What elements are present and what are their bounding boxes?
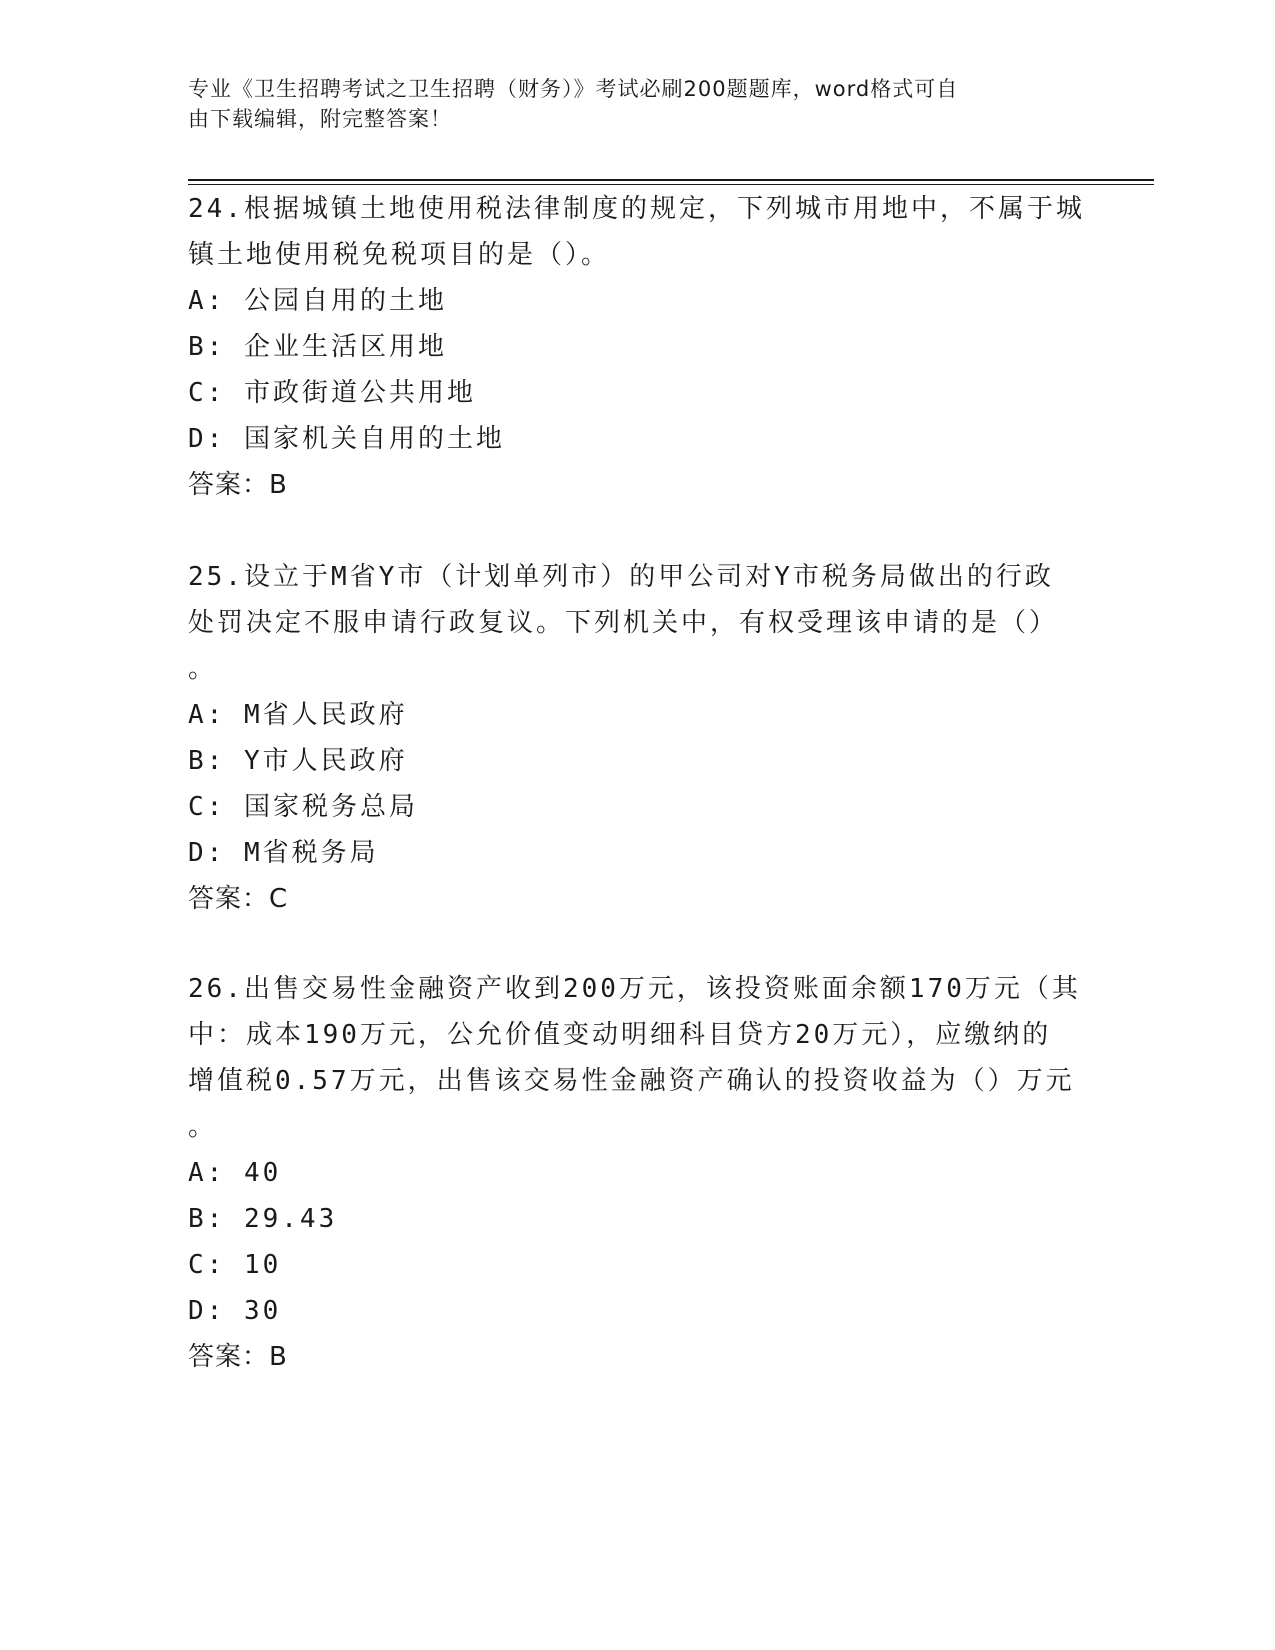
option-d: D: 30 xyxy=(188,1296,282,1326)
question-26 xyxy=(188,966,1088,1380)
option-b: B: 29.43 xyxy=(188,1204,338,1234)
question-stem-line: 26.出售交易性金融资产收到200万元，该投资账面余额170万元（其 xyxy=(188,974,1081,1004)
option-c: C: 市政街道公共用地 xyxy=(188,378,476,408)
answer-label: 答案： xyxy=(188,884,270,914)
question-stem-line: 。 xyxy=(188,654,218,684)
option-d: D: 国家机关自用的土地 xyxy=(188,424,505,454)
option-a: A: 40 xyxy=(188,1158,282,1188)
question-stem-line: 24.根据城镇土地使用税法律制度的规定，下列城市用地中，不属于城 xyxy=(188,194,1085,224)
option-c: C: 10 xyxy=(188,1250,282,1280)
question-stem-line: 中：成本190万元，公允价值变动明细科目贷方20万元），应缴纳的 xyxy=(188,1020,1052,1050)
answer-value: C xyxy=(269,884,289,914)
option-a: A: M省人民政府 xyxy=(188,700,408,730)
option-c: C: 国家税务总局 xyxy=(188,792,418,822)
question-25 xyxy=(188,554,1088,922)
answer-value: B xyxy=(269,1342,288,1372)
question-stem-line: 25.设立于M省Y市（计划单列市）的甲公司对Y市税务局做出的行政 xyxy=(188,562,1054,592)
header-divider xyxy=(188,179,1154,181)
question-stem-line: 镇土地使用税免税项目的是（）。 xyxy=(188,240,611,270)
page-header xyxy=(188,74,1068,134)
answer-line xyxy=(188,462,1088,508)
answer-line xyxy=(188,876,1088,922)
answer-label: 答案： xyxy=(188,1342,270,1372)
answer-value: B xyxy=(269,470,288,500)
question-24 xyxy=(188,186,1088,508)
question-stem-line: 处罚决定不服申请行政复议。下列机关中，有权受理该申请的是（） xyxy=(188,608,1059,638)
question-stem-line: 增值税0.57万元，出售该交易性金融资产确认的投资收益为（）万元 xyxy=(188,1066,1075,1096)
header-line-2: 由下载编辑，附完整答案！ xyxy=(188,107,452,131)
answer-line xyxy=(188,1334,1088,1380)
option-a: A: 公园自用的土地 xyxy=(188,286,447,316)
option-b: B: 企业生活区用地 xyxy=(188,332,447,362)
header-line-1: 专业《卫生招聘考试之卫生招聘（财务）》考试必刷200题题库，word格式可自 xyxy=(188,77,959,101)
option-b: B: Y市人民政府 xyxy=(188,746,408,776)
option-d: D: M省税务局 xyxy=(188,838,379,868)
question-stem-line: 。 xyxy=(188,1112,218,1142)
answer-label: 答案： xyxy=(188,470,270,500)
header-divider-thin xyxy=(188,184,1154,185)
